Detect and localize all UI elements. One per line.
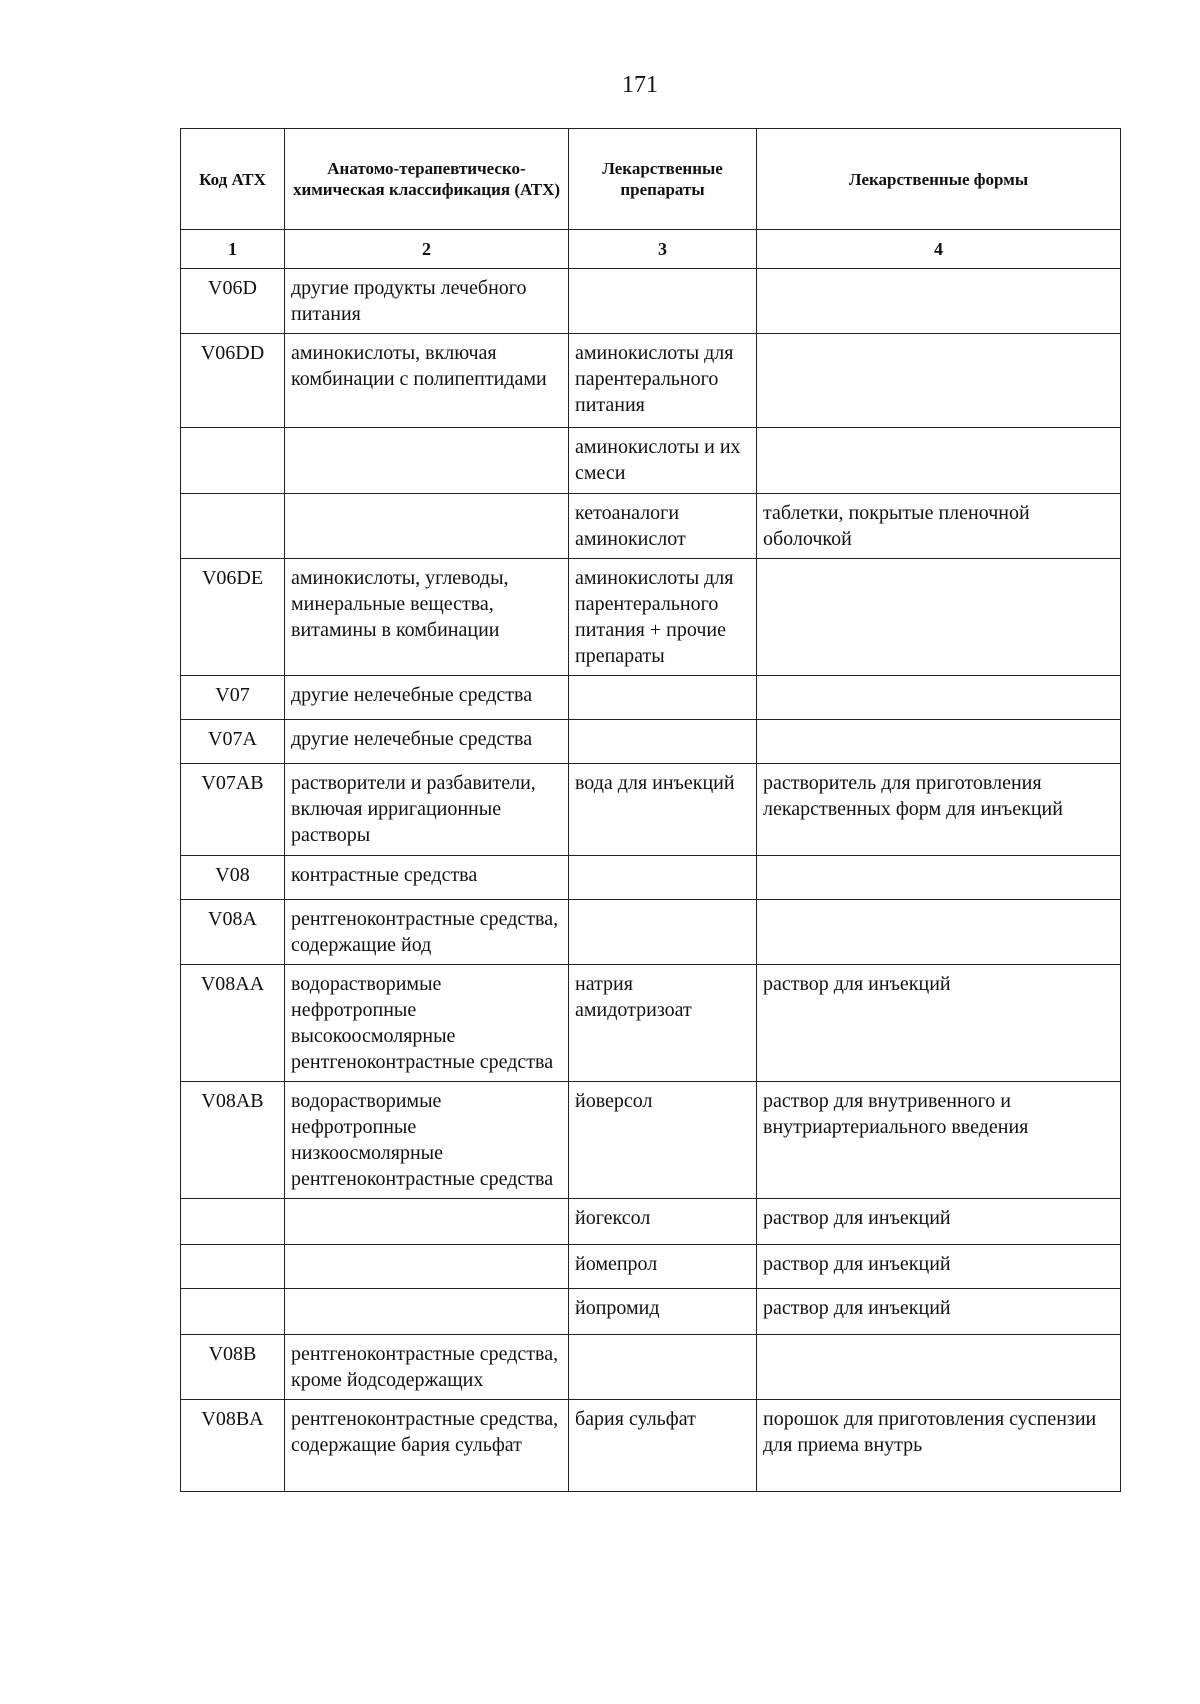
header-form: Лекарственные формы: [757, 129, 1121, 230]
dosage-form-cell: раствор для инъекций: [757, 1289, 1121, 1335]
table-row: [181, 1335, 1121, 1400]
dosage-form-cell: порошок для приготовления суспензии для приема внутрь: [757, 1400, 1121, 1492]
drug-cell: аминокислоты и их смеси: [569, 428, 757, 494]
drug-cell: йогексол: [569, 1199, 757, 1245]
header-row: [181, 129, 1121, 230]
page-number: 171: [622, 72, 658, 98]
dosage-form-cell: растворитель для приготовления лекарственных форм для инъекций: [757, 764, 1121, 856]
drug-cell: [569, 720, 757, 764]
column-number: 1: [181, 230, 285, 269]
drug-cell: [569, 900, 757, 965]
table-row: [181, 1289, 1121, 1335]
dosage-form-cell: [757, 856, 1121, 900]
atx-code-cell: V06DE: [181, 559, 285, 676]
table-row: [181, 965, 1121, 1082]
atx-code-cell: V08AA: [181, 965, 285, 1082]
table-row: [181, 676, 1121, 720]
classification-cell: другие нелечебные средства: [285, 676, 569, 720]
table-row: [181, 334, 1121, 428]
atx-code-cell: [181, 428, 285, 494]
drug-cell: [569, 676, 757, 720]
dosage-form-cell: [757, 269, 1121, 334]
classification-cell: рентгеноконтрастные средства, содержащие йод: [285, 900, 569, 965]
atx-code-cell: V08B: [181, 1335, 285, 1400]
classification-cell: растворители и разбавители, включая ирригационные растворы: [285, 764, 569, 856]
classification-cell: [285, 428, 569, 494]
atx-code-cell: V06D: [181, 269, 285, 334]
classification-cell: водорастворимые нефротропные низкоосмолярные рентгеноконтрастные средства: [285, 1082, 569, 1199]
column-number: 4: [757, 230, 1121, 269]
atx-table: [180, 128, 1121, 1492]
dosage-form-cell: [757, 1335, 1121, 1400]
atx-code-cell: V07AB: [181, 764, 285, 856]
classification-cell: [285, 1245, 569, 1289]
table-row: [181, 1199, 1121, 1245]
drug-cell: натрия амидотризоат: [569, 965, 757, 1082]
header-code: Код АТХ: [181, 129, 285, 230]
drug-cell: аминокислоты для парентерального питания + прочие препараты: [569, 559, 757, 676]
classification-cell: аминокислоты, включая комбинации с полипептидами: [285, 334, 569, 428]
table-row: [181, 900, 1121, 965]
atx-code-cell: V08: [181, 856, 285, 900]
drug-cell: йопромид: [569, 1289, 757, 1335]
atx-code-cell: [181, 1245, 285, 1289]
atx-code-cell: [181, 1199, 285, 1245]
table-row: [181, 269, 1121, 334]
classification-cell: [285, 1289, 569, 1335]
classification-cell: [285, 1199, 569, 1245]
drug-cell: бария сульфат: [569, 1400, 757, 1492]
classification-cell: другие продукты лечебного питания: [285, 269, 569, 334]
table-row: [181, 764, 1121, 856]
dosage-form-cell: раствор для инъекций: [757, 1245, 1121, 1289]
drug-cell: [569, 269, 757, 334]
table-row: [181, 1245, 1121, 1289]
atx-code-cell: V06DD: [181, 334, 285, 428]
table-row: [181, 720, 1121, 764]
drug-cell: йоверсол: [569, 1082, 757, 1199]
dosage-form-cell: раствор для инъекций: [757, 965, 1121, 1082]
dosage-form-cell: раствор для инъекций: [757, 1199, 1121, 1245]
classification-cell: контрастные средства: [285, 856, 569, 900]
classification-cell: аминокислоты, углеводы, минеральные вещества, витамины в комбинации: [285, 559, 569, 676]
header-drug: Лекарственные препараты: [569, 129, 757, 230]
atx-code-cell: [181, 494, 285, 559]
header-classification: Анатомо-терапевтическо-химическая классификация (АТХ): [285, 129, 569, 230]
classification-cell: рентгеноконтрастные средства, кроме йодсодержащих: [285, 1335, 569, 1400]
drug-cell: йомепрол: [569, 1245, 757, 1289]
drug-cell: [569, 1335, 757, 1400]
classification-cell: водорастворимые нефротропные высокоосмолярные рентгеноконтрастные средства: [285, 965, 569, 1082]
atx-code-cell: [181, 1289, 285, 1335]
dosage-form-cell: [757, 334, 1121, 428]
dosage-form-cell: [757, 676, 1121, 720]
table-row: [181, 428, 1121, 494]
table-row: [181, 559, 1121, 676]
dosage-form-cell: [757, 428, 1121, 494]
atx-code-cell: V08BA: [181, 1400, 285, 1492]
column-number: 2: [285, 230, 569, 269]
drug-cell: аминокислоты для парентерального питания: [569, 334, 757, 428]
classification-cell: другие нелечебные средства: [285, 720, 569, 764]
table-row: [181, 1082, 1121, 1199]
atx-code-cell: V08A: [181, 900, 285, 965]
atx-code-cell: V07A: [181, 720, 285, 764]
drug-cell: кетоаналоги аминокислот: [569, 494, 757, 559]
column-number: 3: [569, 230, 757, 269]
dosage-form-cell: раствор для внутривенного и внутриартериального введения: [757, 1082, 1121, 1199]
atx-code-cell: V08AB: [181, 1082, 285, 1199]
dosage-form-cell: [757, 900, 1121, 965]
classification-cell: [285, 494, 569, 559]
table-row: [181, 494, 1121, 559]
drug-cell: вода для инъекций: [569, 764, 757, 856]
classification-cell: рентгеноконтрастные средства, содержащие бария сульфат: [285, 1400, 569, 1492]
table-row: [181, 856, 1121, 900]
dosage-form-cell: таблетки, покрытые пленочной оболочкой: [757, 494, 1121, 559]
dosage-form-cell: [757, 720, 1121, 764]
dosage-form-cell: [757, 559, 1121, 676]
table-row: [181, 1400, 1121, 1492]
column-number-row: [181, 230, 1121, 269]
drug-cell: [569, 856, 757, 900]
atx-code-cell: V07: [181, 676, 285, 720]
